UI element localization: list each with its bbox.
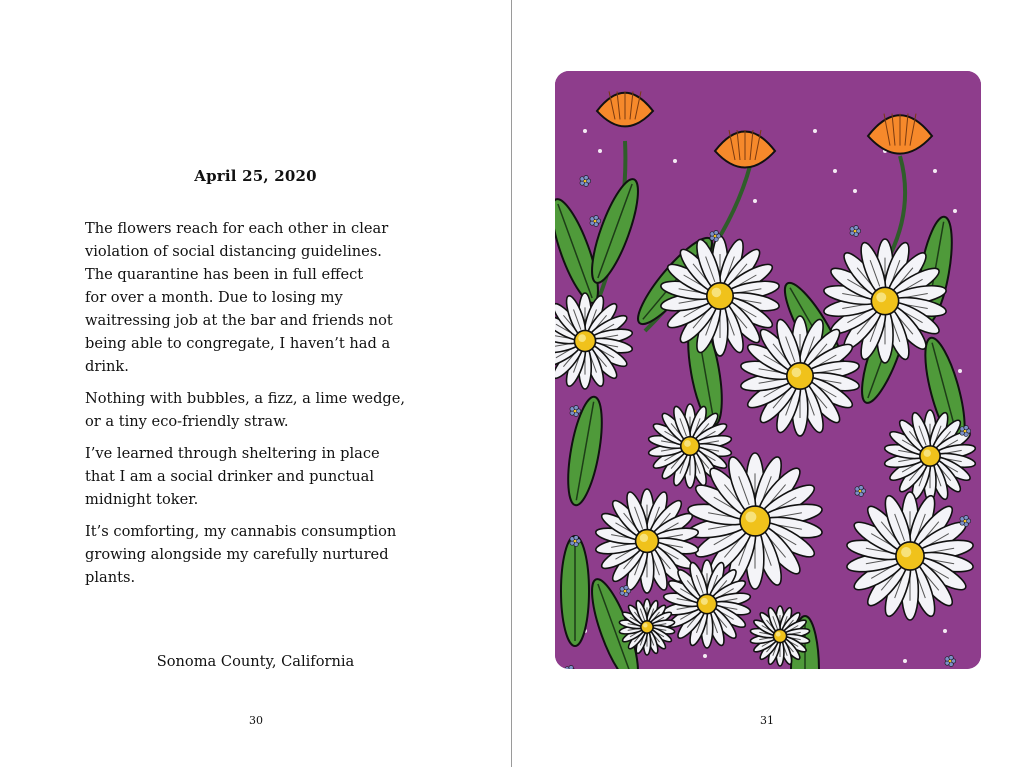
text-line: being able to congregate, I haven’t had a — [85, 335, 391, 352]
paragraph — [85, 442, 430, 511]
entry-location: Sonoma County, California — [156, 653, 355, 670]
text-line: midnight toker. — [85, 491, 199, 508]
illustration-canvas — [555, 71, 981, 669]
text-line: drink. — [85, 358, 129, 375]
left-page — [0, 0, 511, 767]
entry-date: April 25, 2020 — [194, 167, 317, 185]
text-line: The flowers reach for each other in clear — [85, 220, 389, 237]
text-line: or a tiny eco-friendly straw. — [85, 413, 289, 430]
text-line: It’s comforting, my cannabis consumption — [85, 523, 397, 540]
text-line: The quarantine has been in full effect — [85, 266, 364, 283]
paragraph — [85, 520, 430, 589]
text-line: violation of social distancing guidelines. — [85, 243, 382, 260]
text-line: for over a month. Due to losing my — [85, 289, 343, 306]
right-page — [512, 0, 1024, 767]
page-number-right: 31 — [760, 714, 774, 727]
entry-body — [85, 217, 430, 598]
page-number-left: 30 — [249, 714, 263, 727]
text-line: I’ve learned through sheltering in place — [85, 445, 380, 462]
text-line: that I am a social drinker and punctual — [85, 468, 375, 485]
daisy-poppy-illustration-icon — [555, 71, 981, 669]
text-line: waitressing job at the bar and friends not — [85, 312, 393, 329]
paragraph — [85, 387, 430, 433]
text-line: growing alongside my carefully nurtured — [85, 546, 389, 563]
paragraph — [85, 217, 430, 378]
text-line: Nothing with bubbles, a fizz, a lime wedge, — [85, 390, 406, 407]
text-line: plants. — [85, 569, 136, 586]
